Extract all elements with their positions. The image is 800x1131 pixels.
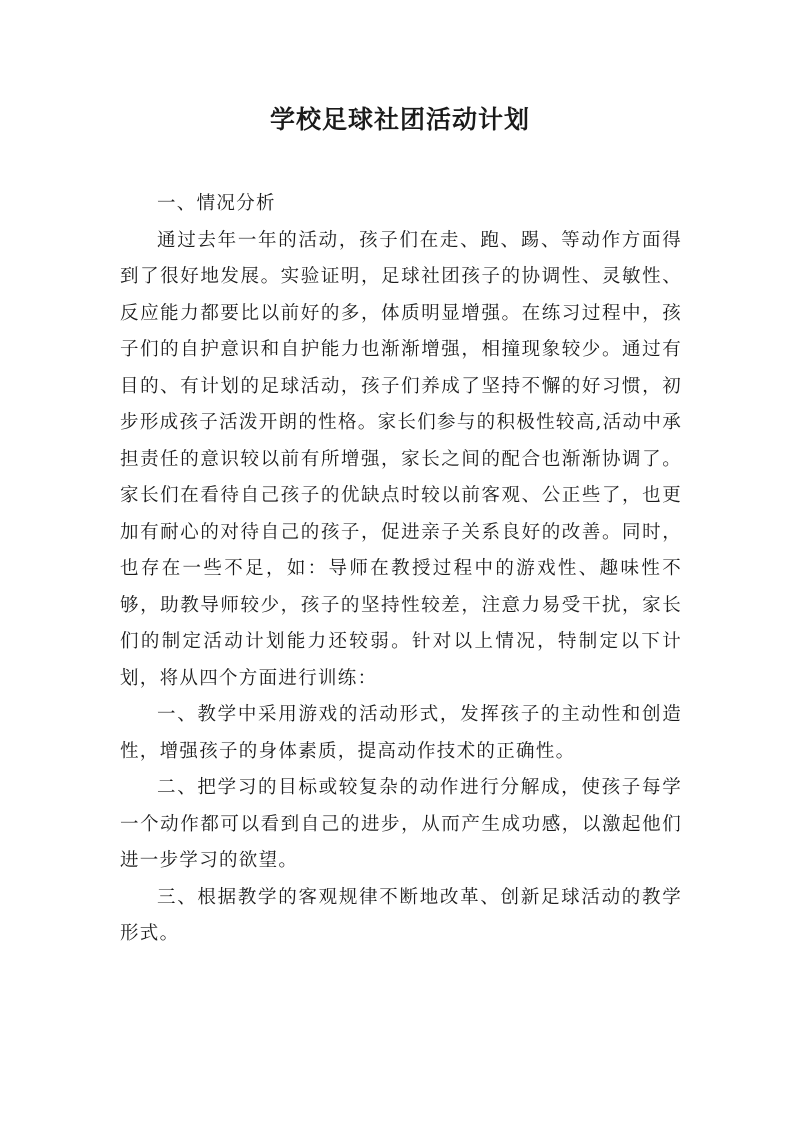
document-body xyxy=(120,186,682,953)
paragraph-situation-analysis: 通过去年一年的活动，孩子们在走、跑、踢、等动作方面得到了很好地发展。实验证明，足球社团孩子的协调性、灵敏性、反应能力都要比以前好的多，体质明显增强。在练习过程中，孩子们的自护意识和自护能力也渐渐增强，相撞现象较少。通过有目的、有计划的足球活动，孩子们养成了坚持不懈的好习惯，初步形成孩子活泼开朗的性格。家长们参与的积极性较高,活动中承担责任的意识较以前有所增强，家长之间的配合也渐渐协调了。家长们在看待自己孩子的优缺点时较以前客观、公正些了，也更加有耐心的对待自己的孩子，促进亲子关系良好的改善。同时，也存在一些不足，如：导师在教授过程中的游戏性、趣味性不够，助教导师较少，孩子的坚持性较差，注意力易受干扰，家长们的制定活动计划能力还较弱。针对以上情况，特制定以下计划，将从四个方面进行训练： xyxy=(120,229,682,689)
section-heading: 一、情况分析 xyxy=(157,193,276,214)
paragraph-plan-item-1: 一、教学中采用游戏的活动形式，发挥孩子的主动性和创造性，增强孩子的身体素质，提高动作技术的正确性。 xyxy=(120,704,682,762)
paragraph-plan-item-3: 三、根据教学的客观规律不断地改革、创新足球活动的教学形式。 xyxy=(120,886,682,944)
document-title: 学校足球社团活动计划 xyxy=(269,105,530,134)
paragraph-plan-item-2: 二、把学习的目标或较复杂的动作进行分解成，使孩子每学一个动作都可以看到自己的进步，从而产生成功感，以激起他们进一步学习的欲望。 xyxy=(120,777,682,871)
